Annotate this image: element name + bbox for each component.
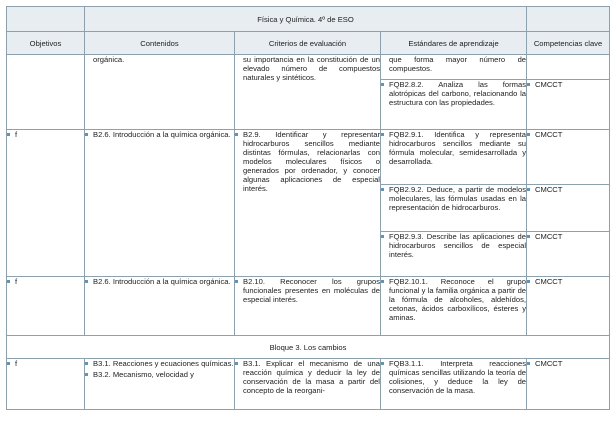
row2-competencia-0 <box>527 130 610 185</box>
col-header-estandares: Estándares de aprendizaje <box>381 32 527 55</box>
table-row <box>7 130 610 185</box>
row4-contenidos <box>85 359 235 410</box>
col-header-competencias: Competencias clave <box>527 32 610 55</box>
row4-objetivos-text: f <box>7 359 84 368</box>
row2-contenidos-text: B2.6. Introducción a la química orgánica. <box>85 130 234 139</box>
row3-criterios-text: B2.10. Reconocer los grupos funcionales presentes en moléculas de especial interés. <box>235 277 380 304</box>
row3-estandar-0-text: FQB2.10.1. Reconoce el grupo funcional y la familia orgánica a partir de la fórmula de alcoholes, aldehídos, cetonas, ácidos carboxílicos, ésteres y aminas. <box>381 277 526 322</box>
row3-contenidos <box>85 277 235 336</box>
row4-criterios-text: B3.1. Explicar el mecanismo de una reacción química y deducir la ley de conservación de la masa a partir del concepto de la reorgani- <box>235 359 380 395</box>
row1-contenidos <box>85 55 235 130</box>
header-blank-right <box>527 7 610 32</box>
row4-criterios <box>235 359 381 410</box>
row4-objetivos <box>7 359 85 410</box>
row4-competencia-0-text: CMCCT <box>527 359 609 368</box>
row3-objetivos-text: f <box>7 277 84 286</box>
row4-estandar-0 <box>381 359 527 410</box>
row3-competencia-0 <box>527 277 610 336</box>
row4-competencia-0 <box>527 359 610 410</box>
row1-criterios-text: su importancia en la constitución de un elevado número de compuestos naturales y sintéticos. <box>243 55 380 82</box>
row2-objetivos-text: f <box>7 130 84 139</box>
row1-criterios <box>235 55 381 130</box>
row2-competencia-2-text: CMCCT <box>527 232 609 241</box>
row1-estandar-0-text: que forma mayor número de compuestos. <box>389 55 527 73</box>
row4-contenidos-1-text: B3.2. Mecanismo, velocidad y <box>85 370 234 379</box>
row1-competencia-1-text: CMCCT <box>527 80 609 89</box>
row1-estandar-1-text: FQB2.8.2. Analiza las formas alotrópicas del carbono, relacionando la estructura con las propiedades. <box>381 80 526 107</box>
row2-competencia-0-text: CMCCT <box>527 130 609 139</box>
row1-estandar-cont <box>381 55 527 80</box>
row1-objetivos <box>7 55 85 130</box>
section-heading-bloque-3: Bloque 3. Los cambios <box>7 336 610 359</box>
table-row <box>7 277 610 336</box>
col-header-criterios: Criterios de evaluación <box>235 32 381 55</box>
row2-competencia-1-text: CMCCT <box>527 185 609 194</box>
row4-estandar-0-text: FQB3.1.1. Interpreta reacciones químicas sencillas utilizando la teoría de colisiones, y deduce la ley de conservación de la masa. <box>381 359 526 395</box>
table-title: Física y Química. 4º de ESO <box>85 7 527 32</box>
row2-competencia-2 <box>527 232 610 277</box>
row2-estandar-1 <box>381 185 527 232</box>
curriculum-table <box>6 6 610 410</box>
row2-estandar-2 <box>381 232 527 277</box>
row1-competencia-0 <box>527 55 610 80</box>
row2-competencia-1 <box>527 185 610 232</box>
row2-criterios-text: B2.9. Identificar y representar hidrocarburos sencillos mediante distintas fórmulas, relacionarlas con modelos moleculares físicos o generados por ordenador, y conocer algunas aplicaciones de especial interés. <box>235 130 380 193</box>
row3-estandar-0 <box>381 277 527 336</box>
row3-criterios <box>235 277 381 336</box>
row1-estandar-1 <box>381 80 527 130</box>
row2-estandar-1-text: FQB2.9.2. Deduce, a partir de modelos moleculares, las fórmulas usadas en la representación de hidrocarburos. <box>381 185 526 212</box>
row2-estandar-0 <box>381 130 527 185</box>
col-header-objetivos: Objetivos <box>7 32 85 55</box>
row3-contenidos-text: B2.6. Introducción a la química orgánica. <box>85 277 234 286</box>
row2-contenidos <box>85 130 235 277</box>
row2-estandar-2-text: FQB2.9.3. Describe las aplicaciones de hidrocarburos sencillos de especial interés. <box>381 232 526 259</box>
row3-objetivos <box>7 277 85 336</box>
row3-competencia-0-text: CMCCT <box>527 277 609 286</box>
col-header-contenidos: Contenidos <box>85 32 235 55</box>
table-row <box>7 55 610 80</box>
row2-estandar-0-text: FQB2.9.1. Identifica y representa hidrocarburos sencillos mediante su fórmula molecular, semidesarrollada y desarrollada. <box>381 130 526 166</box>
header-blank-left <box>7 7 85 32</box>
row1-competencia-1 <box>527 80 610 130</box>
row1-contenidos-text: orgánica. <box>93 55 125 64</box>
row4-contenidos-0-text: B3.1. Reacciones y ecuaciones químicas. <box>85 359 234 368</box>
row2-objetivos <box>7 130 85 277</box>
row2-criterios <box>235 130 381 277</box>
table-row <box>7 359 610 410</box>
